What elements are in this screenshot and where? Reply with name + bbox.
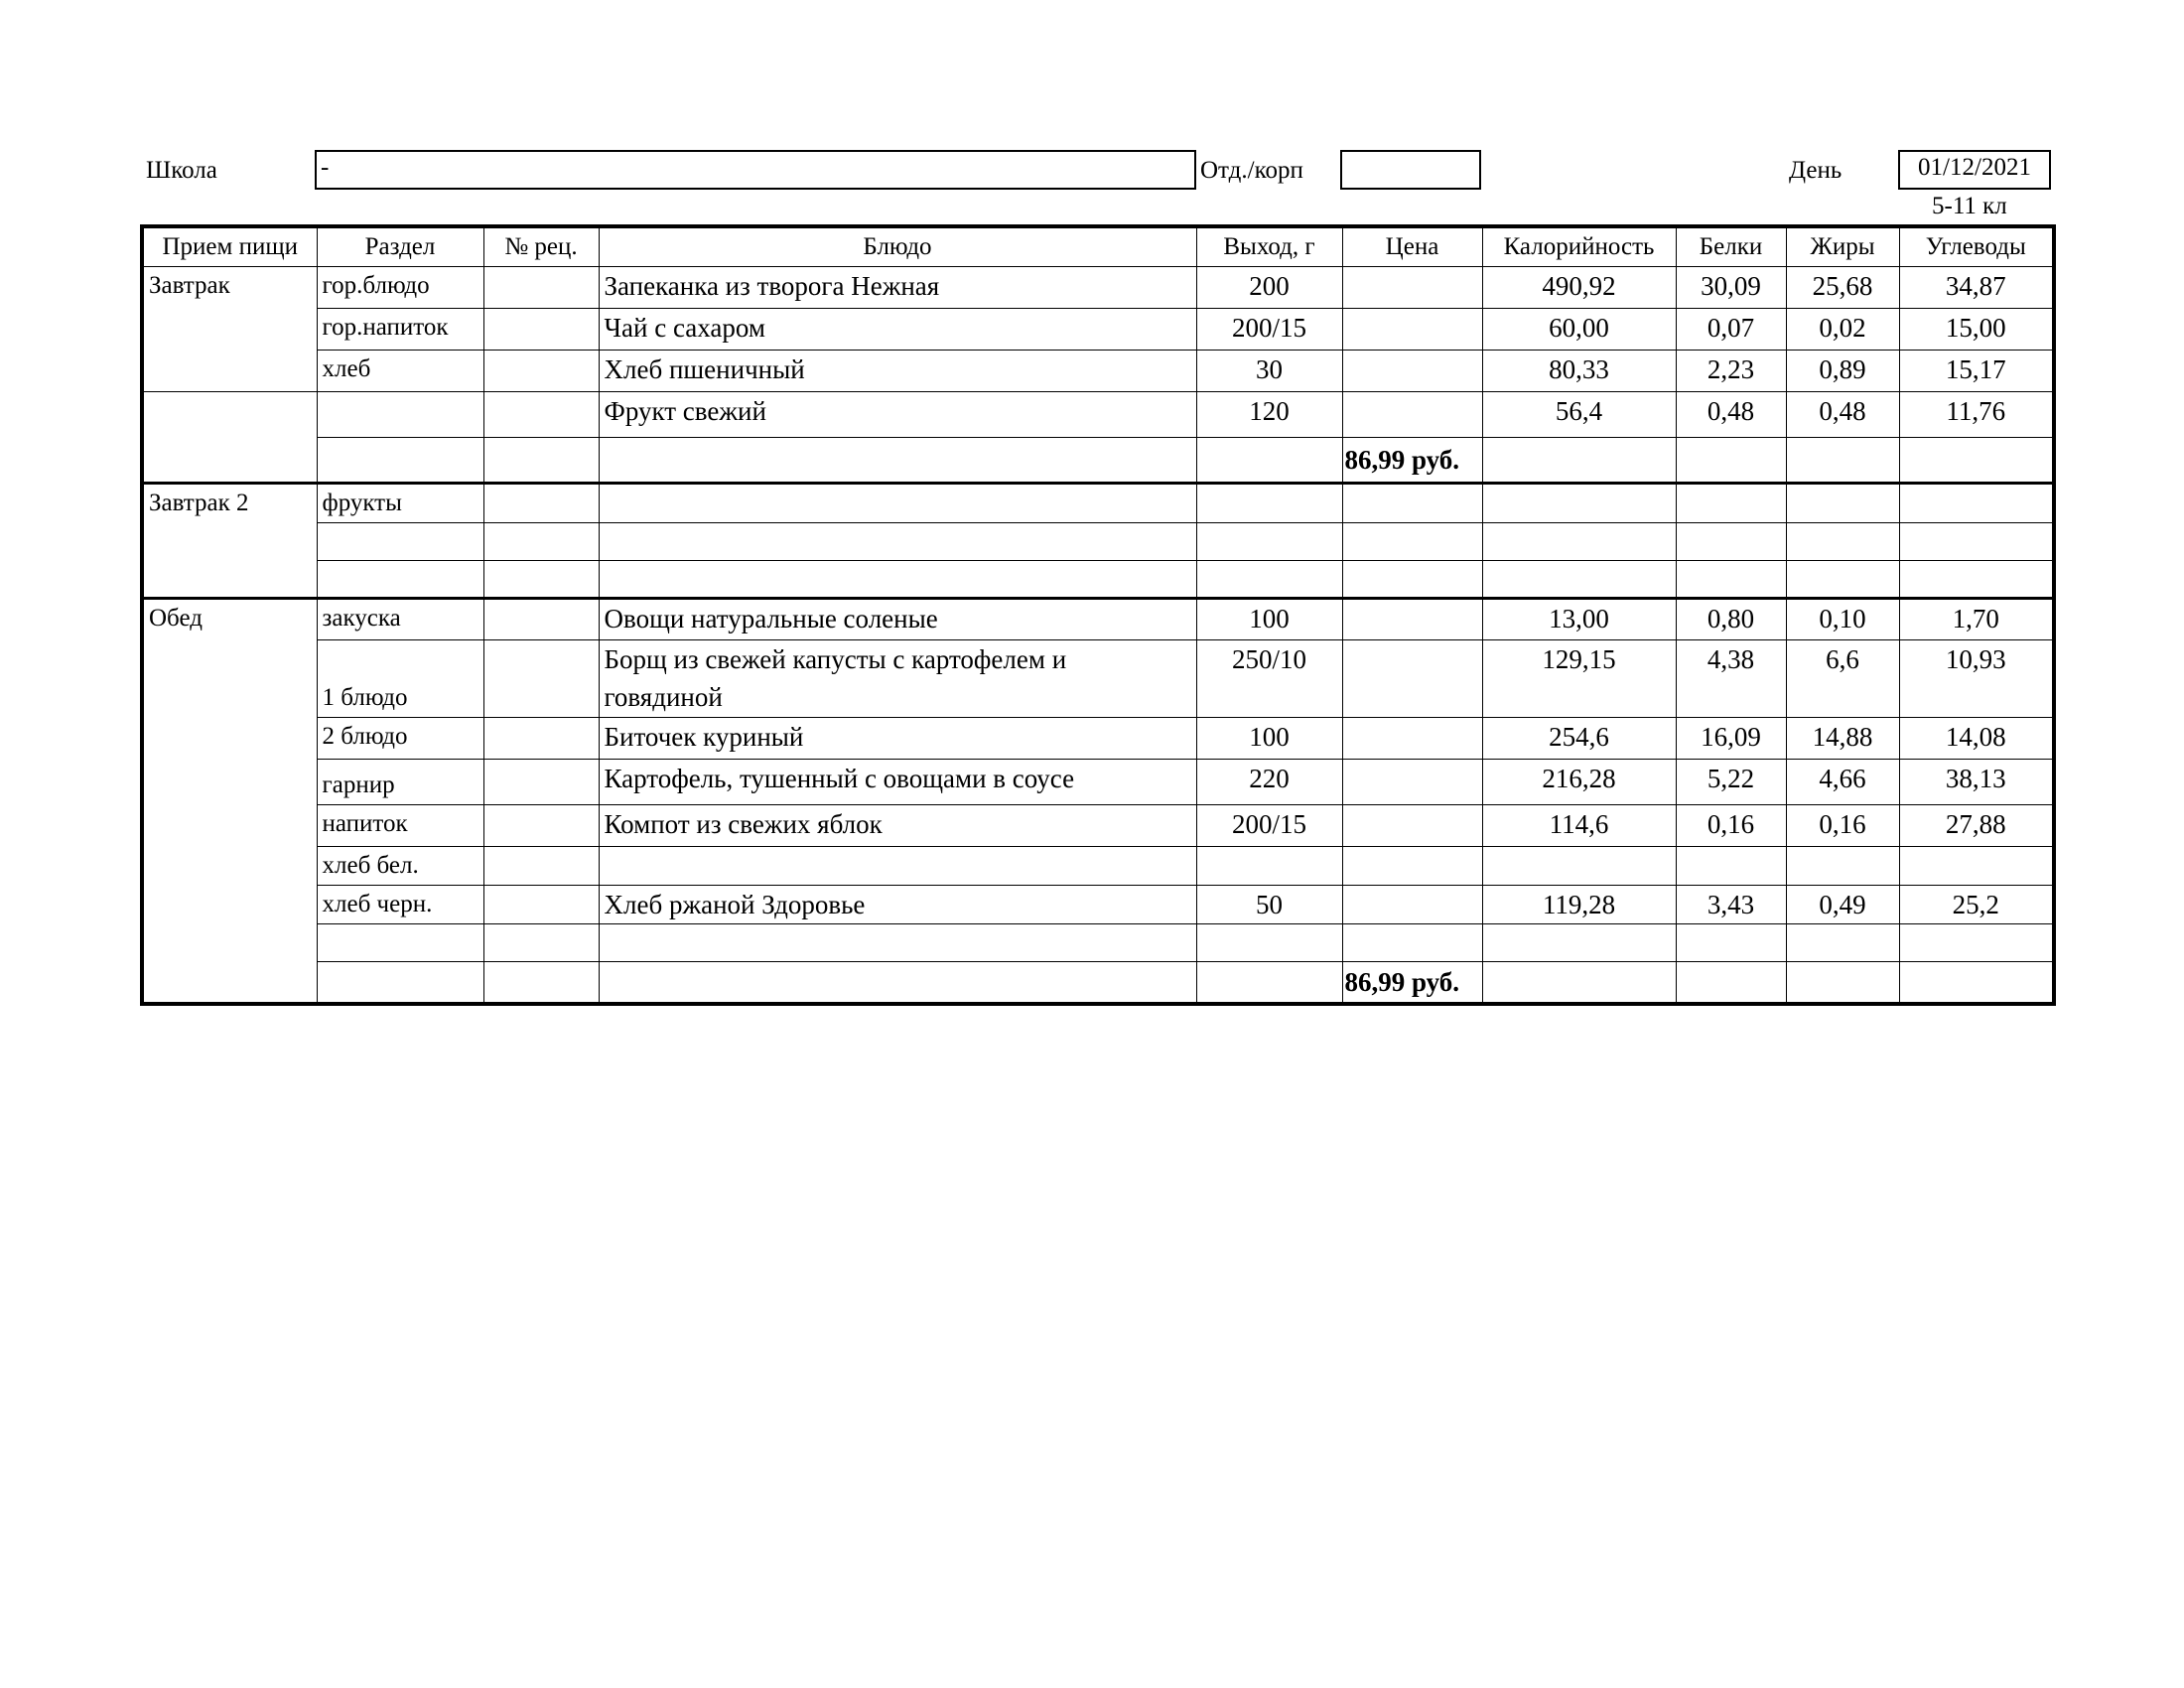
dish-cell: Борщ из свежей капусты с картофелем и говядиной [599, 640, 1196, 718]
yield-cell: 250/10 [1196, 640, 1342, 718]
carbs-cell [1899, 438, 2054, 484]
fat-cell [1786, 924, 1899, 962]
dish-cell: Чай с сахаром [599, 309, 1196, 351]
dish-cell: Запеканка из творога Нежная [599, 267, 1196, 309]
fat-cell: 14,88 [1786, 718, 1899, 760]
recipe-cell [483, 484, 599, 523]
calories-cell [1482, 484, 1676, 523]
column-header-calories: Калорийность [1482, 226, 1676, 267]
carbs-cell [1899, 484, 2054, 523]
breakfast-total-price: 86,99 руб. [1342, 438, 1482, 484]
fat-cell: 0,02 [1786, 309, 1899, 351]
school-label: Школа [146, 157, 217, 184]
menu-table [140, 224, 2056, 1006]
yield-cell [1196, 484, 1342, 523]
carbs-cell: 11,76 [1899, 392, 2054, 438]
carbs-cell: 15,00 [1899, 309, 2054, 351]
calories-cell: 216,28 [1482, 760, 1676, 805]
column-header-recipe: № рец. [483, 226, 599, 267]
price-cell [1342, 924, 1482, 962]
price-cell [1342, 309, 1482, 351]
calories-cell [1482, 561, 1676, 599]
dept-label: Отд./корп [1200, 157, 1303, 184]
table-row [142, 924, 2054, 962]
dish-cell [599, 438, 1196, 484]
yield-cell: 220 [1196, 760, 1342, 805]
table-row-total [142, 438, 2054, 484]
meal-empty-cell [142, 392, 317, 484]
calories-cell [1482, 924, 1676, 962]
table-row [142, 267, 2054, 309]
section-cell: хлеб [317, 351, 483, 392]
fat-cell [1786, 438, 1899, 484]
dish-cell: Хлеб пшеничный [599, 351, 1196, 392]
recipe-cell [483, 718, 599, 760]
recipe-cell [483, 309, 599, 351]
section-cell: 2 блюдо [317, 718, 483, 760]
column-header-yield: Выход, г [1196, 226, 1342, 267]
carbs-cell: 14,08 [1899, 718, 2054, 760]
carbs-cell: 15,17 [1899, 351, 2054, 392]
yield-cell: 30 [1196, 351, 1342, 392]
fat-cell [1786, 523, 1899, 561]
table-row [142, 484, 2054, 523]
recipe-cell [483, 523, 599, 561]
school-field[interactable]: - [315, 150, 1196, 190]
price-cell [1342, 718, 1482, 760]
fat-cell [1786, 962, 1899, 1004]
price-cell [1342, 760, 1482, 805]
yield-cell: 50 [1196, 886, 1342, 924]
carbs-cell: 27,88 [1899, 805, 2054, 847]
column-header-meal: Прием пищи [142, 226, 317, 267]
dept-field[interactable] [1340, 150, 1481, 190]
calories-cell: 490,92 [1482, 267, 1676, 309]
section-cell: фрукты [317, 484, 483, 523]
fat-cell: 0,10 [1786, 599, 1899, 640]
recipe-cell [483, 392, 599, 438]
dish-cell: Картофель, тушенный с овощами в соусе [599, 760, 1196, 805]
column-header-protein: Белки [1676, 226, 1786, 267]
dish-cell: Овощи натуральные соленые [599, 599, 1196, 640]
price-cell [1342, 805, 1482, 847]
protein-cell [1676, 962, 1786, 1004]
table-header-row [142, 226, 2054, 267]
section-cell: 1 блюдо [317, 640, 483, 718]
dish-cell [599, 962, 1196, 1004]
yield-cell: 200/15 [1196, 309, 1342, 351]
carbs-cell: 38,13 [1899, 760, 2054, 805]
recipe-cell [483, 599, 599, 640]
fat-cell [1786, 484, 1899, 523]
table-row [142, 309, 2054, 351]
calories-cell: 129,15 [1482, 640, 1676, 718]
dish-cell [599, 484, 1196, 523]
protein-cell: 0,48 [1676, 392, 1786, 438]
fat-cell: 25,68 [1786, 267, 1899, 309]
table-row [142, 599, 2054, 640]
calories-cell: 254,6 [1482, 718, 1676, 760]
dish-cell: Биточек куриный [599, 718, 1196, 760]
protein-cell [1676, 924, 1786, 962]
section-cell [317, 924, 483, 962]
price-cell [1342, 640, 1482, 718]
protein-cell [1676, 523, 1786, 561]
dish-cell [599, 924, 1196, 962]
recipe-cell [483, 847, 599, 886]
table-row [142, 392, 2054, 438]
yield-cell [1196, 962, 1342, 1004]
recipe-cell [483, 962, 599, 1004]
recipe-cell [483, 267, 599, 309]
protein-cell: 2,23 [1676, 351, 1786, 392]
yield-cell: 200/15 [1196, 805, 1342, 847]
table-row-total [142, 962, 2054, 1004]
protein-cell: 0,80 [1676, 599, 1786, 640]
section-cell: закуска [317, 599, 483, 640]
calories-cell [1482, 523, 1676, 561]
calories-cell: 13,00 [1482, 599, 1676, 640]
protein-cell: 3,43 [1676, 886, 1786, 924]
meal-breakfast: Завтрак [142, 267, 317, 392]
column-header-fat: Жиры [1786, 226, 1899, 267]
recipe-cell [483, 886, 599, 924]
recipe-cell [483, 924, 599, 962]
table-row [142, 640, 2054, 718]
yield-cell [1196, 924, 1342, 962]
section-cell: хлеб бел. [317, 847, 483, 886]
dish-cell [599, 523, 1196, 561]
dish-cell: Компот из свежих яблок [599, 805, 1196, 847]
day-field[interactable]: 01/12/2021 [1898, 150, 2051, 190]
recipe-cell [483, 561, 599, 599]
calories-cell [1482, 962, 1676, 1004]
carbs-cell: 10,93 [1899, 640, 2054, 718]
section-cell [317, 523, 483, 561]
calories-cell [1482, 438, 1676, 484]
section-cell [317, 438, 483, 484]
yield-cell [1196, 523, 1342, 561]
section-cell: хлеб черн. [317, 886, 483, 924]
protein-cell: 16,09 [1676, 718, 1786, 760]
column-header-price: Цена [1342, 226, 1482, 267]
fat-cell [1786, 847, 1899, 886]
yield-cell [1196, 561, 1342, 599]
table-row [142, 351, 2054, 392]
yield-cell: 100 [1196, 599, 1342, 640]
protein-cell [1676, 438, 1786, 484]
meal-lunch: Обед [142, 599, 317, 1004]
yield-cell [1196, 847, 1342, 886]
recipe-cell [483, 351, 599, 392]
price-cell [1342, 484, 1482, 523]
protein-cell [1676, 847, 1786, 886]
calories-cell: 56,4 [1482, 392, 1676, 438]
fat-cell: 0,89 [1786, 351, 1899, 392]
carbs-cell: 1,70 [1899, 599, 2054, 640]
table-row [142, 760, 2054, 805]
price-cell [1342, 599, 1482, 640]
table-row [142, 523, 2054, 561]
section-cell [317, 561, 483, 599]
table-row [142, 886, 2054, 924]
calories-cell [1482, 847, 1676, 886]
grade-label: 5-11 кл [1932, 193, 2007, 219]
table-row [142, 561, 2054, 599]
protein-cell: 0,07 [1676, 309, 1786, 351]
lunch-total-price: 86,99 руб. [1342, 962, 1482, 1004]
carbs-cell [1899, 962, 2054, 1004]
column-header-carbs: Углеводы [1899, 226, 2054, 267]
yield-cell: 100 [1196, 718, 1342, 760]
price-cell [1342, 351, 1482, 392]
carbs-cell [1899, 561, 2054, 599]
recipe-cell [483, 760, 599, 805]
dish-cell: Фрукт свежий [599, 392, 1196, 438]
protein-cell: 30,09 [1676, 267, 1786, 309]
fat-cell: 0,48 [1786, 392, 1899, 438]
calories-cell: 114,6 [1482, 805, 1676, 847]
column-header-section: Раздел [317, 226, 483, 267]
section-cell: напиток [317, 805, 483, 847]
carbs-cell [1899, 847, 2054, 886]
section-cell: гор.блюдо [317, 267, 483, 309]
protein-cell: 0,16 [1676, 805, 1786, 847]
day-label: День [1789, 157, 1843, 184]
price-cell [1342, 392, 1482, 438]
yield-cell: 200 [1196, 267, 1342, 309]
dish-cell [599, 561, 1196, 599]
yield-cell [1196, 438, 1342, 484]
fat-cell: 0,49 [1786, 886, 1899, 924]
calories-cell: 119,28 [1482, 886, 1676, 924]
protein-cell: 5,22 [1676, 760, 1786, 805]
table-row [142, 718, 2054, 760]
recipe-cell [483, 805, 599, 847]
fat-cell: 4,66 [1786, 760, 1899, 805]
yield-cell: 120 [1196, 392, 1342, 438]
protein-cell: 4,38 [1676, 640, 1786, 718]
calories-cell: 80,33 [1482, 351, 1676, 392]
recipe-cell [483, 438, 599, 484]
table-row [142, 805, 2054, 847]
protein-cell [1676, 561, 1786, 599]
carbs-cell [1899, 523, 2054, 561]
carbs-cell [1899, 924, 2054, 962]
fat-cell: 0,16 [1786, 805, 1899, 847]
price-cell [1342, 886, 1482, 924]
section-cell: гор.напиток [317, 309, 483, 351]
carbs-cell: 25,2 [1899, 886, 2054, 924]
column-header-dish: Блюдо [599, 226, 1196, 267]
price-cell [1342, 523, 1482, 561]
meal-breakfast-2: Завтрак 2 [142, 484, 317, 599]
section-cell [317, 392, 483, 438]
fat-cell [1786, 561, 1899, 599]
table-row [142, 847, 2054, 886]
section-cell: гарнир [317, 760, 483, 805]
section-cell [317, 962, 483, 1004]
calories-cell: 60,00 [1482, 309, 1676, 351]
fat-cell: 6,6 [1786, 640, 1899, 718]
dish-cell: Хлеб ржаной Здоровье [599, 886, 1196, 924]
protein-cell [1676, 484, 1786, 523]
recipe-cell [483, 640, 599, 718]
dish-cell [599, 847, 1196, 886]
price-cell [1342, 847, 1482, 886]
carbs-cell: 34,87 [1899, 267, 2054, 309]
price-cell [1342, 561, 1482, 599]
price-cell [1342, 267, 1482, 309]
